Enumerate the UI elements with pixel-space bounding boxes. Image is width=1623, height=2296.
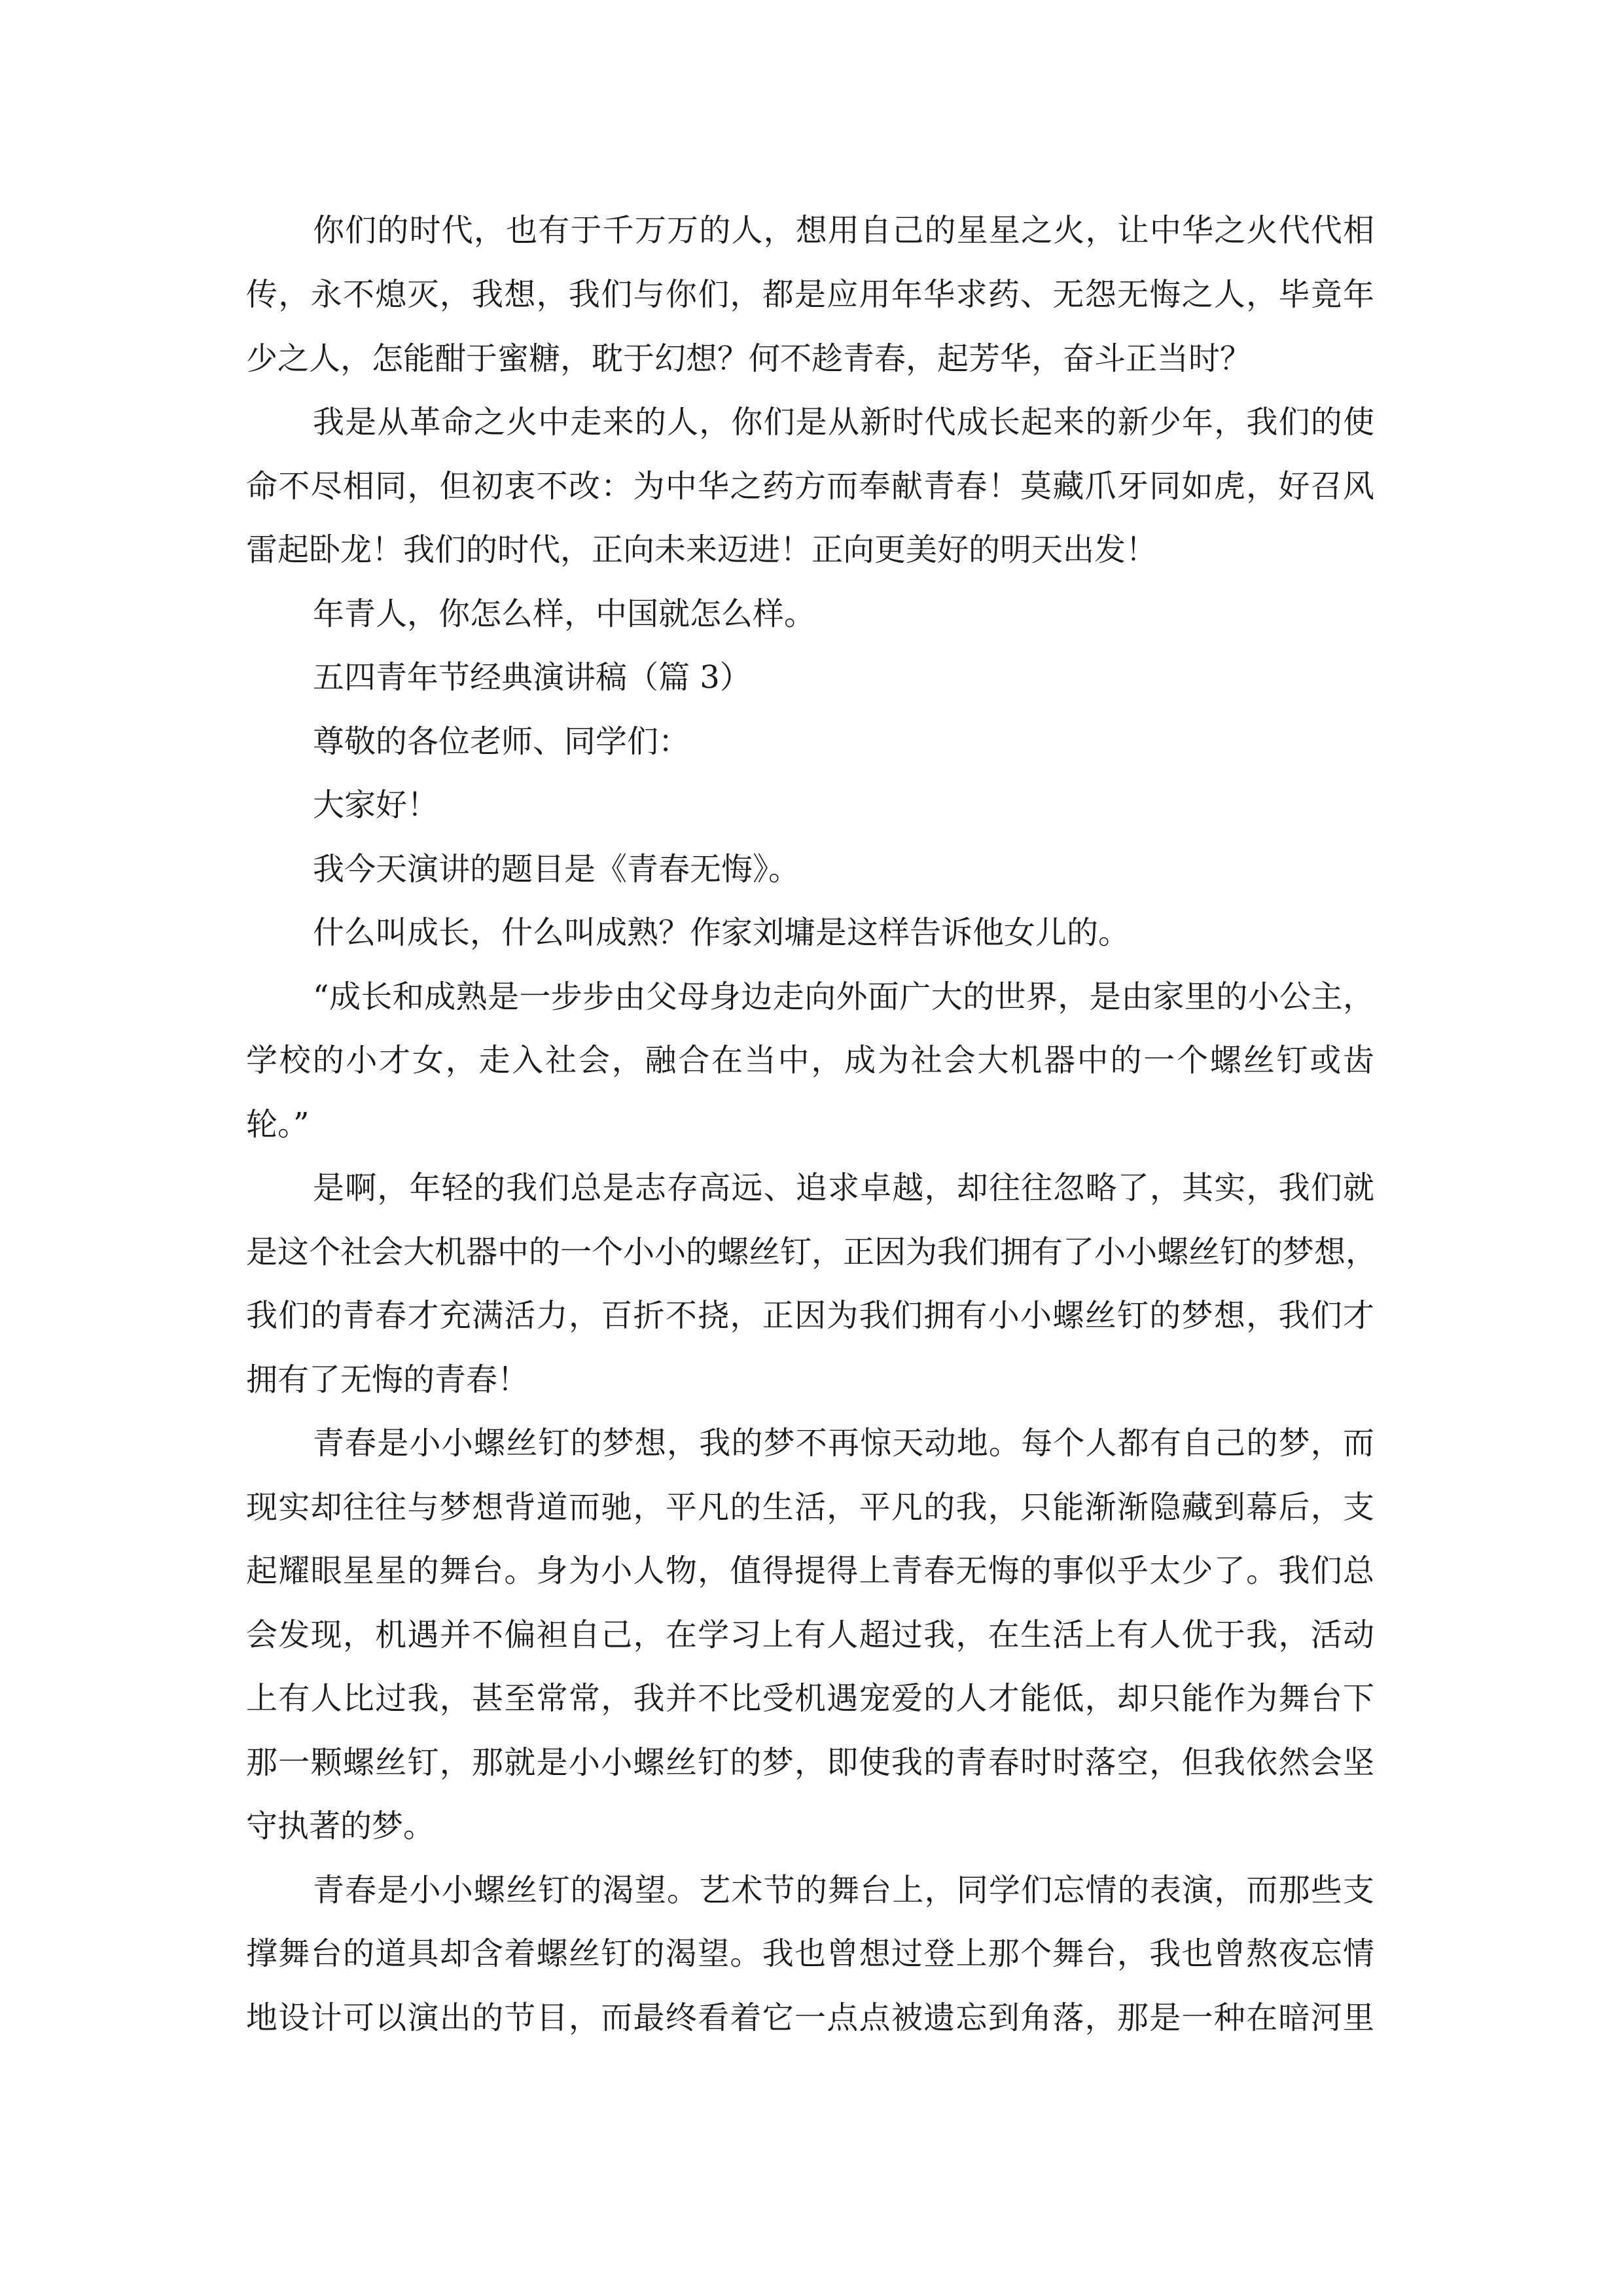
text-line: 我今天演讲的题目是《青春无悔》。 bbox=[313, 851, 800, 888]
text-line: 现实却往往与梦想背道而驰，平凡的生活，平凡的我，只能渐渐隐藏到幕后，支 bbox=[246, 1489, 1374, 1526]
quote-line: 轮。” bbox=[246, 1106, 310, 1143]
text-line: 我是从革命之火中走来的人，你们是从新时代成长起来的新少年，我们的使 bbox=[313, 404, 1374, 440]
text-line: 我们的青春才充满活力，百折不挠，正因为我们拥有小小螺丝钉的梦想，我们才 bbox=[246, 1297, 1374, 1334]
text-line: 上有人比过我，甚至常常，我并不比受机遇宠爱的人才能低，却只能作为舞台下 bbox=[246, 1680, 1374, 1717]
text-line: 是这个社会大机器中的一个小小的螺丝钉，正因为我们拥有了小小螺丝钉的梦想， bbox=[246, 1234, 1378, 1270]
text-line: 命不尽相同，但初衷不改：为中华之药方而奉献青春！莫藏爪牙同如虎，好召风 bbox=[246, 468, 1374, 505]
text-line: 青春是小小螺丝钉的渴望。艺术节的舞台上，同学们忘情的表演，而那些支 bbox=[313, 1872, 1374, 1909]
text-line: 地设计可以演出的节目，而最终看着它一点点被遗忘到角落，那是一种在暗河里 bbox=[246, 2000, 1374, 2036]
text-line: 守执著的梦。 bbox=[246, 1808, 435, 1844]
text-line: 那一颗螺丝钉，那就是小小螺丝钉的梦，即使我的青春时时落空，但我依然会坚 bbox=[246, 1744, 1374, 1781]
text-line: 起耀眼星星的舞台。身为小人物，值得提得上青春无悔的事似乎太少了。我们总 bbox=[246, 1552, 1374, 1589]
text-line: 你们的时代，也有于千万万的人，想用自己的星星之火，让中华之火代代相 bbox=[313, 212, 1374, 249]
quote-line: 学校的小才女，走入社会，融合在当中，成为社会大机器中的一个螺丝钉或齿 bbox=[246, 1042, 1374, 1079]
text-line: 雷起卧龙！我们的时代，正向未来迈进！正向更美好的明天出发！ bbox=[246, 531, 1158, 568]
greeting: 大家好！ bbox=[313, 787, 439, 823]
text-line: 年青人，你怎么样，中国就怎么样。 bbox=[313, 596, 816, 632]
text-line: 什么叫成长，什么叫成熟？作家刘墉是这样告诉他女儿的。 bbox=[313, 914, 1130, 951]
quote-line: “成长和成熟是一步步由父母身边走向外面广大的世界，是由家里的小公主， bbox=[313, 978, 1374, 1015]
text-line: 是啊，年轻的我们总是志存高远、追求卓越，却往往忽略了，其实，我们就 bbox=[313, 1170, 1374, 1206]
text-line: 传，永不熄灭，我想，我们与你们，都是应用年华求药、无怨无悔之人，毕竟年 bbox=[246, 276, 1374, 313]
text-line: 拥有了无悔的青春！ bbox=[246, 1361, 529, 1398]
section-heading: 五四青年节经典演讲稿（篇 3） bbox=[313, 659, 751, 696]
text-line: 青春是小小螺丝钉的梦想，我的梦不再惊天动地。每个人都有自己的梦，而 bbox=[313, 1425, 1374, 1462]
text-line: 撑舞台的道具却含着螺丝钉的渴望。我也曾想过登上那个舞台，我也曾熬夜忘情 bbox=[246, 1935, 1374, 1972]
text-line: 会发现，机遇并不偏袒自己，在学习上有人超过我，在生活上有人优于我，活动 bbox=[246, 1617, 1374, 1653]
text-line: 少之人，怎能酣于蜜糖，耽于幻想？何不趁青春，起芳华，奋斗正当时？ bbox=[246, 340, 1252, 377]
salutation: 尊敬的各位老师、同学们： bbox=[313, 723, 690, 760]
